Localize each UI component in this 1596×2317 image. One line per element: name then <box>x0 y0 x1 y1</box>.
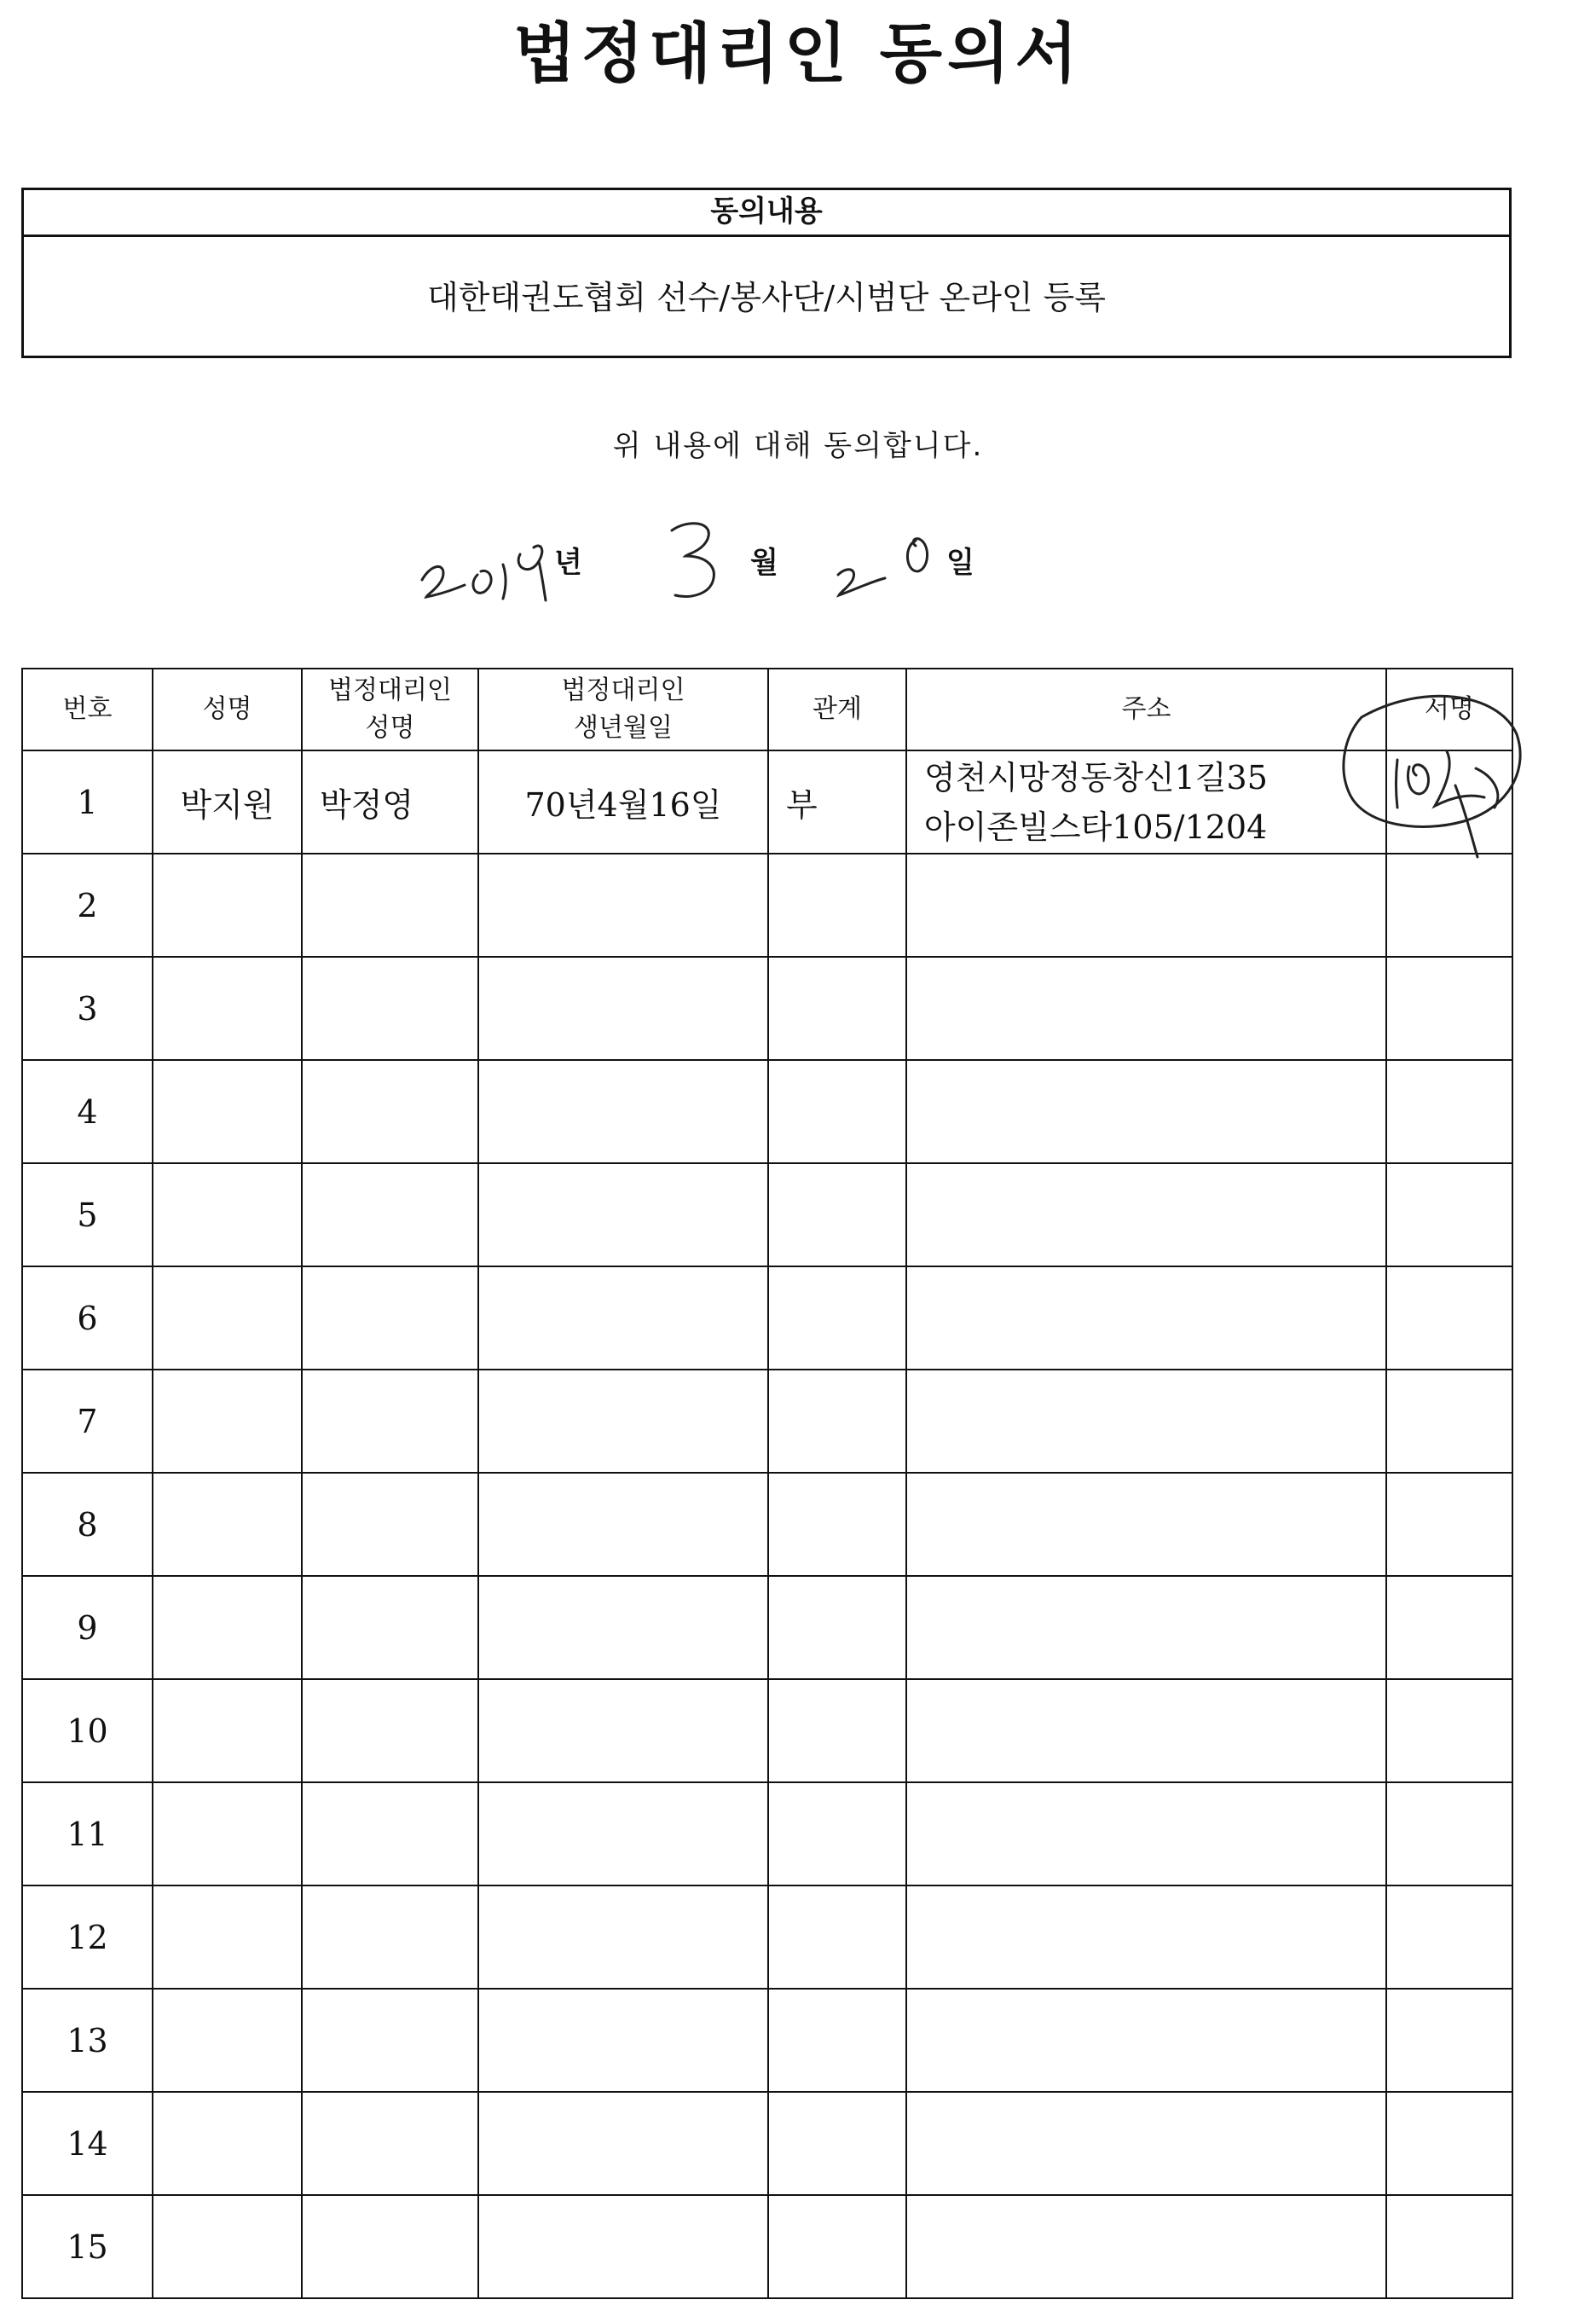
row-number: 6 <box>22 1266 153 1370</box>
address-line1: 영천시망정동창신1길35 <box>924 758 1268 796</box>
year-unit: 년 <box>554 546 582 580</box>
row-number: 2 <box>22 854 153 957</box>
table-row <box>22 1782 1512 1885</box>
guardian-birthdate <box>478 1885 768 1989</box>
guardian-birthdate: 70년4월16일 <box>478 750 768 854</box>
address <box>906 1266 1386 1370</box>
participant-name: 박지원 <box>153 750 302 854</box>
table-row <box>22 2092 1512 2195</box>
participant-name <box>153 1576 302 1679</box>
relation <box>768 2195 906 2298</box>
address <box>906 1163 1386 1266</box>
header-signature: 서명 <box>1386 669 1512 750</box>
table-row <box>22 1473 1512 1576</box>
signature-cell <box>1386 1163 1512 1266</box>
guardian-name <box>302 1266 478 1370</box>
participant-name <box>153 957 302 1060</box>
guardian-birthdate <box>478 1473 768 1576</box>
guardian-name <box>302 1885 478 1989</box>
participant-name <box>153 1163 302 1266</box>
guardian-name <box>302 1679 478 1782</box>
consent-header: 동의내용 <box>24 190 1509 237</box>
address <box>906 1989 1386 2092</box>
guardian-birthdate <box>478 957 768 1060</box>
address <box>906 1370 1386 1473</box>
guardian-birthdate <box>478 1163 768 1266</box>
guardian-birthdate <box>478 1989 768 2092</box>
signature-cell <box>1386 1782 1512 1885</box>
address <box>906 2092 1386 2195</box>
signature-cell <box>1386 1060 1512 1163</box>
address <box>906 1782 1386 1885</box>
table-row <box>22 1885 1512 1989</box>
table-header-row <box>22 669 1512 750</box>
relation <box>768 1782 906 1885</box>
signature-cell <box>1386 1679 1512 1782</box>
guardian-name <box>302 1060 478 1163</box>
address <box>906 1576 1386 1679</box>
signature-cell <box>1386 2195 1512 2298</box>
guardian-name: 박정영 <box>302 750 478 854</box>
relation <box>768 2092 906 2195</box>
relation <box>768 1885 906 1989</box>
participant-name <box>153 1473 302 1576</box>
guardian-name <box>302 2195 478 2298</box>
address <box>906 750 1386 854</box>
row-number: 3 <box>22 957 153 1060</box>
participant-name <box>153 1370 302 1473</box>
consent-statement: 위 내용에 대해 동의합니다. <box>612 429 984 463</box>
header-guardian-name: 법정대리인 성명 <box>302 669 478 750</box>
header-address: 주소 <box>906 669 1386 750</box>
signature-cell <box>1386 2092 1512 2195</box>
table-row <box>22 1989 1512 2092</box>
signature-cell <box>1386 957 1512 1060</box>
relation <box>768 1266 906 1370</box>
address <box>906 854 1386 957</box>
table-row <box>22 1679 1512 1782</box>
row-number: 15 <box>22 2195 153 2298</box>
table-row <box>22 854 1512 957</box>
row-number: 8 <box>22 1473 153 1576</box>
address <box>906 1885 1386 1989</box>
signature-cell <box>1386 750 1512 854</box>
handwritten-day <box>834 515 953 600</box>
guardian-birthdate <box>478 1370 768 1473</box>
guardian-birthdate <box>478 1782 768 1885</box>
address <box>906 957 1386 1060</box>
row-number: 11 <box>22 1782 153 1885</box>
guardian-name <box>302 1782 478 1885</box>
consent-box <box>21 188 1512 358</box>
relation <box>768 1370 906 1473</box>
participant-name <box>153 2195 302 2298</box>
participant-name <box>153 1989 302 2092</box>
row-number: 9 <box>22 1576 153 1679</box>
header-number: 번호 <box>22 669 153 750</box>
row-number: 7 <box>22 1370 153 1473</box>
day-unit: 일 <box>946 546 974 580</box>
participant-name <box>153 1060 302 1163</box>
guardian-name <box>302 1989 478 2092</box>
address <box>906 1473 1386 1576</box>
guardian-birthdate <box>478 2195 768 2298</box>
signature-cell <box>1386 1473 1512 1576</box>
signature-cell <box>1386 1266 1512 1370</box>
guardian-name <box>302 1576 478 1679</box>
guardian-birthdate <box>478 1266 768 1370</box>
guardian-birthdate <box>478 1576 768 1679</box>
participant-name <box>153 1782 302 1885</box>
participant-name <box>153 2092 302 2195</box>
table-row <box>22 1370 1512 1473</box>
handwritten-month <box>663 513 732 607</box>
row-number: 13 <box>22 1989 153 2092</box>
relation: 부 <box>768 750 906 854</box>
document-title: 법정대리인 동의서 <box>513 15 1083 91</box>
signature-cell <box>1386 1885 1512 1989</box>
relation <box>768 1473 906 1576</box>
guardian-birthdate <box>478 2092 768 2195</box>
signature-cell <box>1386 1370 1512 1473</box>
guardian-name <box>302 1370 478 1473</box>
guardian-name <box>302 854 478 957</box>
table-row <box>22 957 1512 1060</box>
row-number: 4 <box>22 1060 153 1163</box>
row-number: 1 <box>22 750 153 854</box>
participant-name <box>153 1679 302 1782</box>
row-number: 5 <box>22 1163 153 1266</box>
guardian-name <box>302 1163 478 1266</box>
guardian-name <box>302 1473 478 1576</box>
guardian-table <box>21 668 1513 2299</box>
table-row <box>22 1060 1512 1163</box>
row-number: 10 <box>22 1679 153 1782</box>
date-line <box>0 503 1596 623</box>
participant-name <box>153 1885 302 1989</box>
relation <box>768 1989 906 2092</box>
participant-name <box>153 1266 302 1370</box>
relation <box>768 1060 906 1163</box>
consent-content: 대한태권도협회 선수/봉사단/시범단 온라인 등록 <box>426 279 1106 316</box>
relation <box>768 1163 906 1266</box>
signature-cell <box>1386 1989 1512 2092</box>
signature-cell <box>1386 854 1512 957</box>
row-number: 14 <box>22 2092 153 2195</box>
guardian-birthdate <box>478 854 768 957</box>
address-line2: 아이존빌스타105/1204 <box>924 808 1268 846</box>
guardian-birthdate <box>478 1060 768 1163</box>
relation <box>768 854 906 957</box>
signature-cell <box>1386 1576 1512 1679</box>
guardian-name <box>302 2092 478 2195</box>
address <box>906 1679 1386 1782</box>
header-relation: 관계 <box>768 669 906 750</box>
row-number: 12 <box>22 1885 153 1989</box>
address <box>906 1060 1386 1163</box>
table-row <box>22 2195 1512 2298</box>
table-row <box>22 750 1512 854</box>
table-row <box>22 1576 1512 1679</box>
participant-name <box>153 854 302 957</box>
guardian-birthdate <box>478 1679 768 1782</box>
header-name: 성명 <box>153 669 302 750</box>
month-unit: 월 <box>750 546 778 580</box>
relation <box>768 1679 906 1782</box>
guardian-name <box>302 957 478 1060</box>
relation <box>768 957 906 1060</box>
relation <box>768 1576 906 1679</box>
table-row <box>22 1266 1512 1370</box>
address <box>906 2195 1386 2298</box>
table-row <box>22 1163 1512 1266</box>
header-guardian-birthdate: 법정대리인 생년월일 <box>478 669 768 750</box>
